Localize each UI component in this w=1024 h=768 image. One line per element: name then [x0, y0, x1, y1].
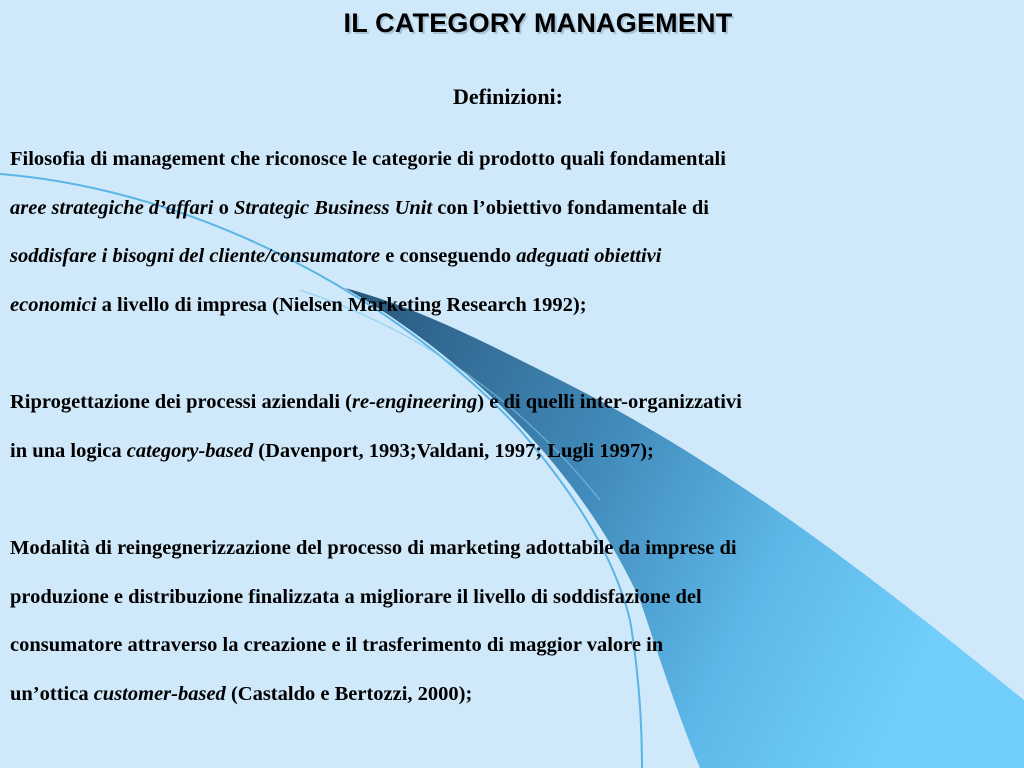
text-run: (Castaldo e Bertozzi, 2000); — [225, 682, 473, 705]
slide-title: IL CATEGORY MANAGEMENT — [343, 8, 733, 38]
definition-paragraph-2 — [10, 378, 1010, 475]
italic-text-run: Strategic Business Unit — [233, 196, 433, 219]
paragraph-line — [10, 378, 1010, 427]
text-run: a livello di impresa (Nielsen Marketing Research 1992); — [96, 293, 587, 316]
definition-paragraph-3 — [10, 524, 1010, 718]
text-run: produzione e distribuzione finalizzata a migliorare il livello di soddisfazione del — [10, 585, 702, 608]
text-run: o — [213, 196, 234, 219]
text-run: Modalità di reingegnerizzazione del processo di marketing adottabile da imprese di — [10, 537, 737, 559]
italic-text-run: re-engineering — [352, 391, 478, 413]
paragraph-line — [10, 524, 1010, 573]
paragraph-line — [10, 184, 1010, 233]
text-run: Filosofia di management che riconosce le categorie di prodotto quali fondamentali — [10, 148, 726, 170]
italic-text-run: customer-based — [93, 682, 226, 705]
paragraph-line — [10, 621, 1010, 670]
paragraph-line — [10, 670, 1010, 719]
italic-text-run: category-based — [126, 439, 254, 462]
text-run: consumatore attraverso la creazione e il trasferimento di maggior valore in — [10, 634, 664, 656]
italic-text-run: aree strategiche d’affari — [10, 196, 214, 219]
text-run: in una logica — [10, 439, 127, 462]
text-run: un’ottica — [10, 682, 94, 705]
slide-subtitle: Definizioni: — [453, 84, 563, 109]
paragraph-line — [10, 281, 1010, 330]
paragraph-line — [10, 135, 1010, 184]
italic-text-run: economici — [10, 293, 97, 316]
paragraph-line — [10, 427, 1010, 476]
text-run: e conseguendo — [380, 245, 517, 267]
text-run: con l’obiettivo fondamentale di — [432, 196, 709, 219]
text-run: (Davenport, 1993;Valdani, 1997; Lugli 1997); — [253, 439, 654, 462]
paragraph-line — [10, 232, 1010, 281]
definition-paragraph-1 — [10, 135, 1010, 329]
text-run: ) e di quelli inter-organizzativi — [477, 391, 742, 413]
italic-text-run: soddisfare i bisogni del cliente/consumatore — [10, 245, 381, 267]
text-run: Riprogettazione dei processi aziendali ( — [10, 391, 353, 413]
paragraph-line — [10, 573, 1010, 622]
italic-text-run: adeguati obiettivi — [516, 245, 662, 267]
